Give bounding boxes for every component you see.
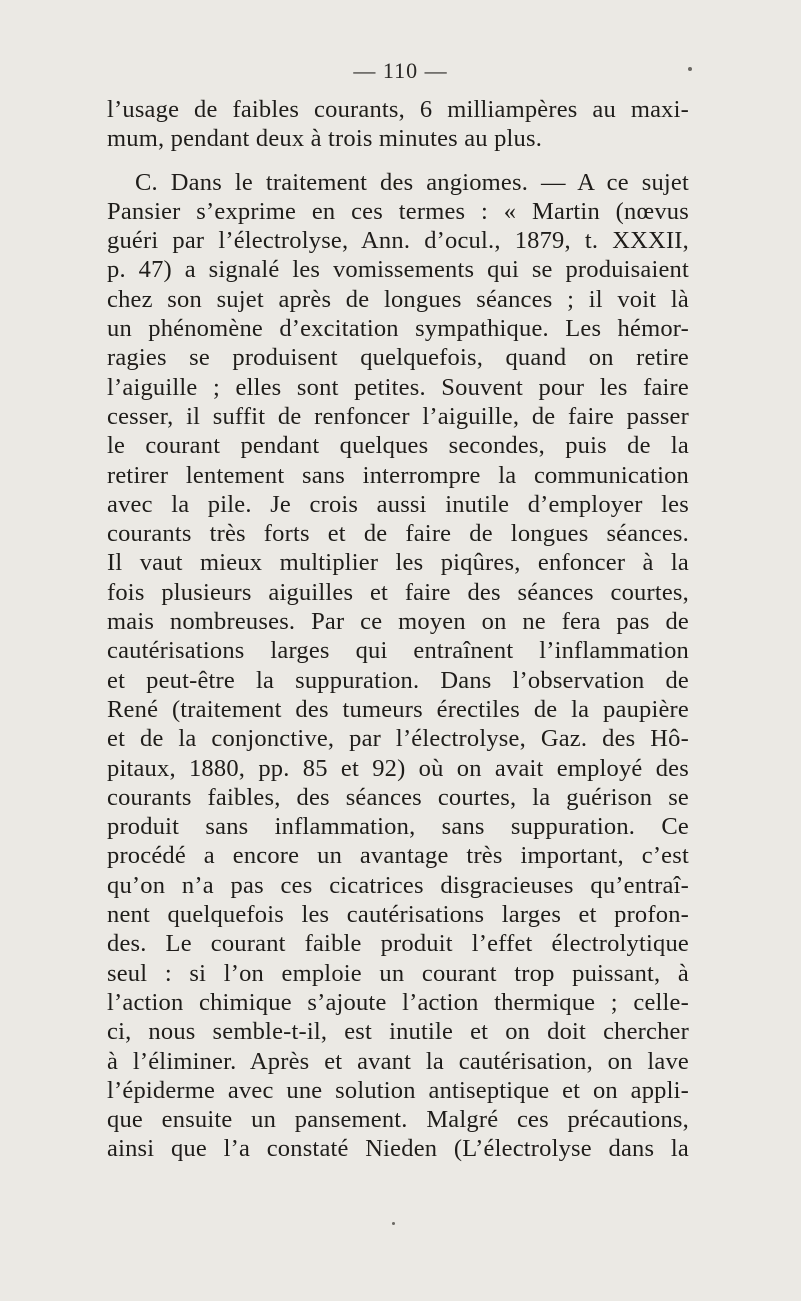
text-line: fois plusieurs aiguilles et faire des séances courtes, bbox=[107, 578, 689, 606]
text-line: ainsi que l’a constaté Nieden (L’électrolyse dans la bbox=[107, 1135, 689, 1163]
text-line: guéri par l’électrolyse, Ann. d’ocul., 1879, t. XXXII, bbox=[107, 227, 689, 255]
text-line: qu’on n’a pas ces cicatrices disgracieuses qu’entraî- bbox=[107, 871, 689, 899]
text-line: C. Dans le traitement des angiomes. — A ce sujet bbox=[135, 168, 689, 196]
text-line: mais nombreuses. Par ce moyen on ne fera pas de bbox=[107, 608, 689, 636]
text-line: p. 47) a signalé les vomissements qui se produisaient bbox=[107, 256, 689, 284]
text-line: procédé a encore un avantage très important, c’est bbox=[107, 842, 689, 870]
text-line: et peut-être la suppuration. Dans l’observation de bbox=[107, 666, 689, 694]
text-line: pitaux, 1880, pp. 85 et 92) où on avait employé des bbox=[107, 754, 689, 782]
text-line: courants faibles, des séances courtes, la guérison se bbox=[107, 783, 689, 811]
text-line: à l’éliminer. Après et avant la cautérisation, on lave bbox=[107, 1047, 689, 1075]
text-line: René (traitement des tumeurs érectiles de la paupière bbox=[107, 695, 689, 723]
paragraph-gap bbox=[107, 154, 689, 168]
text-line: avec la pile. Je crois aussi inutile d’employer les bbox=[107, 490, 689, 518]
text-line: l’épiderme avec une solution antiseptique et on appli- bbox=[107, 1076, 689, 1104]
text-line: produit sans inflammation, sans suppuration. Ce bbox=[107, 813, 689, 841]
text-line: le courant pendant quelques secondes, puis de la bbox=[107, 432, 689, 460]
text-line: l’usage de faibles courants, 6 milliampères au maxi- bbox=[107, 96, 689, 123]
page-number: — 110 — bbox=[353, 58, 448, 83]
text-line: courants très forts et de faire de longues séances. bbox=[107, 520, 689, 548]
text-line: nent quelquefois les cautérisations larges et profon- bbox=[107, 901, 689, 929]
text-line: ragies se produisent quelquefois, quand on retire bbox=[107, 344, 689, 372]
text-line: chez son sujet après de longues séances ; il voit là bbox=[107, 285, 689, 313]
text-line: Il vaut mieux multiplier les piqûres, enfoncer à la bbox=[107, 549, 689, 577]
text-line: retirer lentement sans interrompre la communication bbox=[107, 461, 689, 489]
text-line: des. Le courant faible produit l’effet électrolytique bbox=[107, 930, 689, 958]
text-line: mum, pendant deux à trois minutes au plus. bbox=[107, 125, 543, 153]
print-speck bbox=[688, 67, 692, 71]
text-line: et de la conjonctive, par l’électrolyse, Gaz. des Hô- bbox=[107, 725, 689, 753]
text-line: l’aiguille ; elles sont petites. Souvent pour les faire bbox=[107, 373, 689, 401]
print-speck bbox=[392, 1222, 395, 1225]
text-line: ci, nous semble-t-il, est inutile et on doit chercher bbox=[107, 1018, 689, 1046]
text-line: un phénomène d’excitation sympathique. Les hémor- bbox=[107, 315, 689, 343]
text-line: cautérisations larges qui entraînent l’inflammation bbox=[107, 637, 689, 665]
text-line: que ensuite un pansement. Malgré ces précautions, bbox=[107, 1106, 689, 1134]
text-line: cesser, il suffit de renfoncer l’aiguille, de faire passer bbox=[107, 402, 689, 430]
body-text bbox=[107, 95, 689, 1164]
text-line: l’action chimique s’ajoute l’action thermique ; celle- bbox=[107, 988, 689, 1016]
text-line: Pansier s’exprime en ces termes : « Martin (nœvus bbox=[107, 197, 689, 225]
text-line: seul : si l’on emploie un courant trop puissant, à bbox=[107, 959, 689, 987]
